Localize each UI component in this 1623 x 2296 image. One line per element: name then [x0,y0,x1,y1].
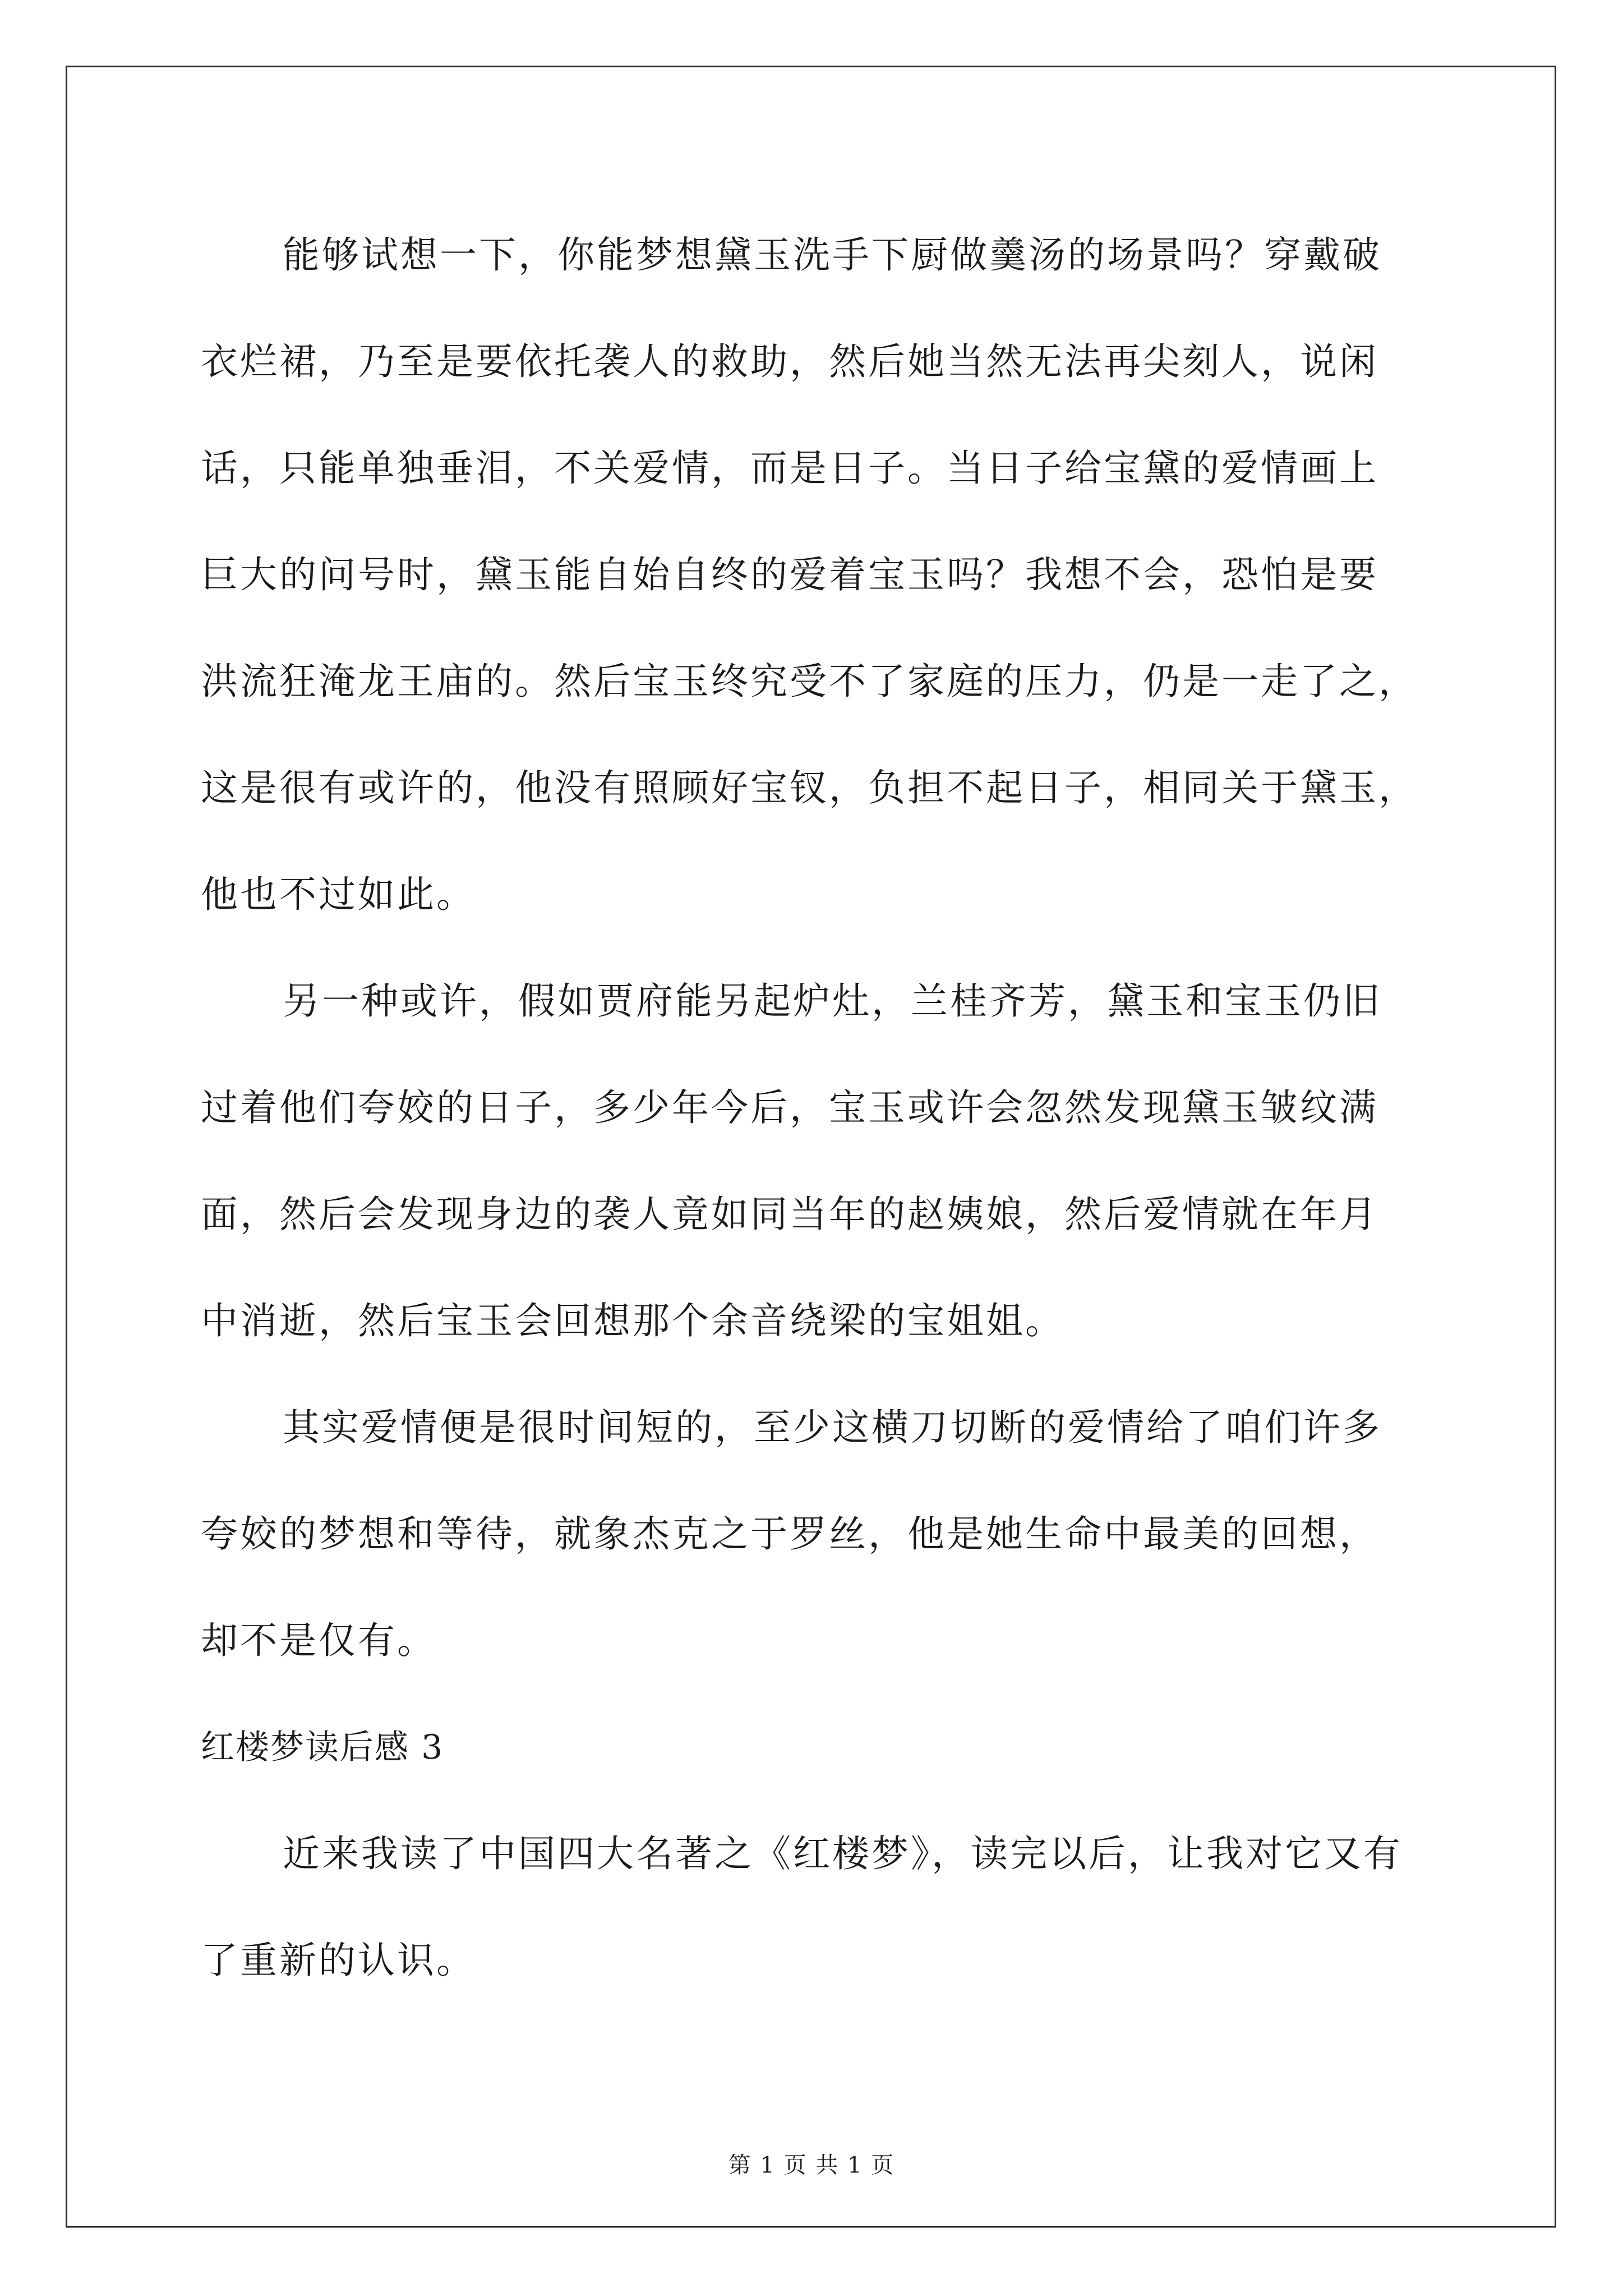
text-line: 中消逝，然后宝玉会回想那个余音绕梁的宝姐姐。 [201,1299,1064,1342]
document-body [201,202,1457,2014]
page-footer: 第 1 页 共 1 页 [728,2152,895,2178]
text-line: 夸姣的梦想和等待，就象杰克之于罗丝，他是她生命中最美的回想， [201,1512,1378,1556]
text-line: 另一种或许，假如贾府能另起炉灶，兰桂齐芳，黛玉和宝玉仍旧 [283,979,1382,1023]
text-line: 了重新的认识。 [201,1939,476,1982]
text-line: 面，然后会发现身边的袭人竟如同当年的赵姨娘，然后爱情就在年月 [201,1193,1378,1236]
text-line: 其实爱情便是很时间短的，至少这横刀切断的爱情给了咱们许多 [283,1406,1382,1449]
text-line: 过着他们夸姣的日子，多少年今后，宝玉或许会忽然发现黛玉皱纹满 [201,1086,1378,1129]
paragraph-3 [201,1374,1457,1694]
text-line: 话，只能单独垂泪，不关爱情，而是日子。当日子给宝黛的爱情画上 [201,447,1378,490]
section-heading: 红楼梦读后感 3 [201,1728,444,1767]
text-line: 却不是仅有。 [201,1619,436,1662]
text-line: 近来我读了中国四大名著之《红楼梦》，读完以后，让我对它又有 [283,1832,1403,1875]
text-line: 他也不过如此。 [201,873,476,916]
text-line: 衣烂裙，乃至是要依托袭人的救助，然后她当然无法再尖刻人，说闲 [201,340,1378,383]
paragraph-2 [201,948,1457,1374]
text-line: 巨大的问号时，黛玉能自始自终的爱着宝玉吗？我想不会，恐怕是要 [201,553,1378,596]
paragraph-1 [201,202,1457,948]
text-line: 这是很有或许的，他没有照顾好宝钗，负担不起日子，相同关于黛玉， [201,766,1418,809]
text-line: 洪流狂淹龙王庙的。然后宝玉终究受不了家庭的压力，仍是一走了之， [201,660,1418,703]
text-line: 能够试想一下，你能梦想黛玉洗手下厨做羹汤的场景吗？穿戴破 [283,233,1382,277]
paragraph-4 [201,1801,1457,2014]
